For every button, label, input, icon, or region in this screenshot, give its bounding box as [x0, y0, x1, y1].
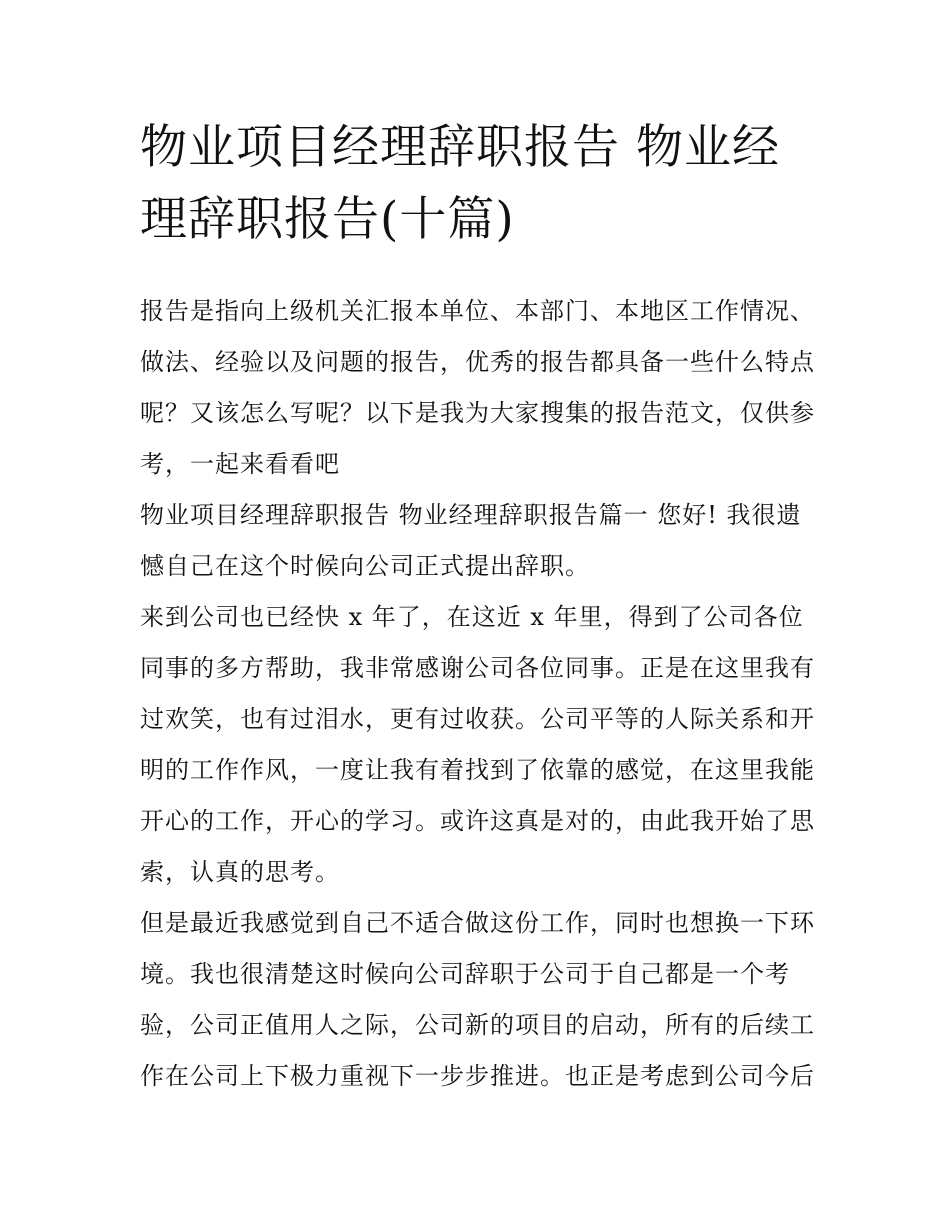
letter-opening-paragraph: 物业项目经理辞职报告 物业经理辞职报告篇一 您好! 我很遗憾自己在这个时候向公司正式提出辞职。: [140, 501, 802, 580]
document-title: 物业项目经理辞职报告 物业经理辞职报告(十篇): [140, 120, 780, 247]
reason-paragraph: 但是最近我感觉到自己不适合做这份工作，同时也想换一下环境。我也很清楚这时候向公司辞职于公司于自己都是一个考验，公司正值用人之际，公司新的项目的启动，所有的后续工作在公司上下极力重视下一步步推进。也正是考虑到公司今后: [140, 909, 815, 1090]
document-body: [140, 286, 820, 1102]
document-page: [140, 112, 820, 1102]
intro-paragraph: 报告是指向上级机关汇报本单位、本部门、本地区工作情况、做法、经验以及问题的报告，优秀的报告都具备一些什么特点呢？又该怎么写呢？以下是我为大家搜集的报告范文，仅供参考，一起来看看吧: [140, 297, 815, 478]
gratitude-paragraph: 来到公司也已经快 x 年了，在这近 x 年里，得到了公司各位同事的多方帮助，我非常感谢公司各位同事。正是在这里我有过欢笑，也有过泪水，更有过收获。公司平等的人际关系和开明的工作作风，一度让我有着找到了依靠的感觉，在这里我能开心的工作，开心的学习。或许这真是对的，由此我开始了思索，认真的思考。: [140, 603, 815, 886]
